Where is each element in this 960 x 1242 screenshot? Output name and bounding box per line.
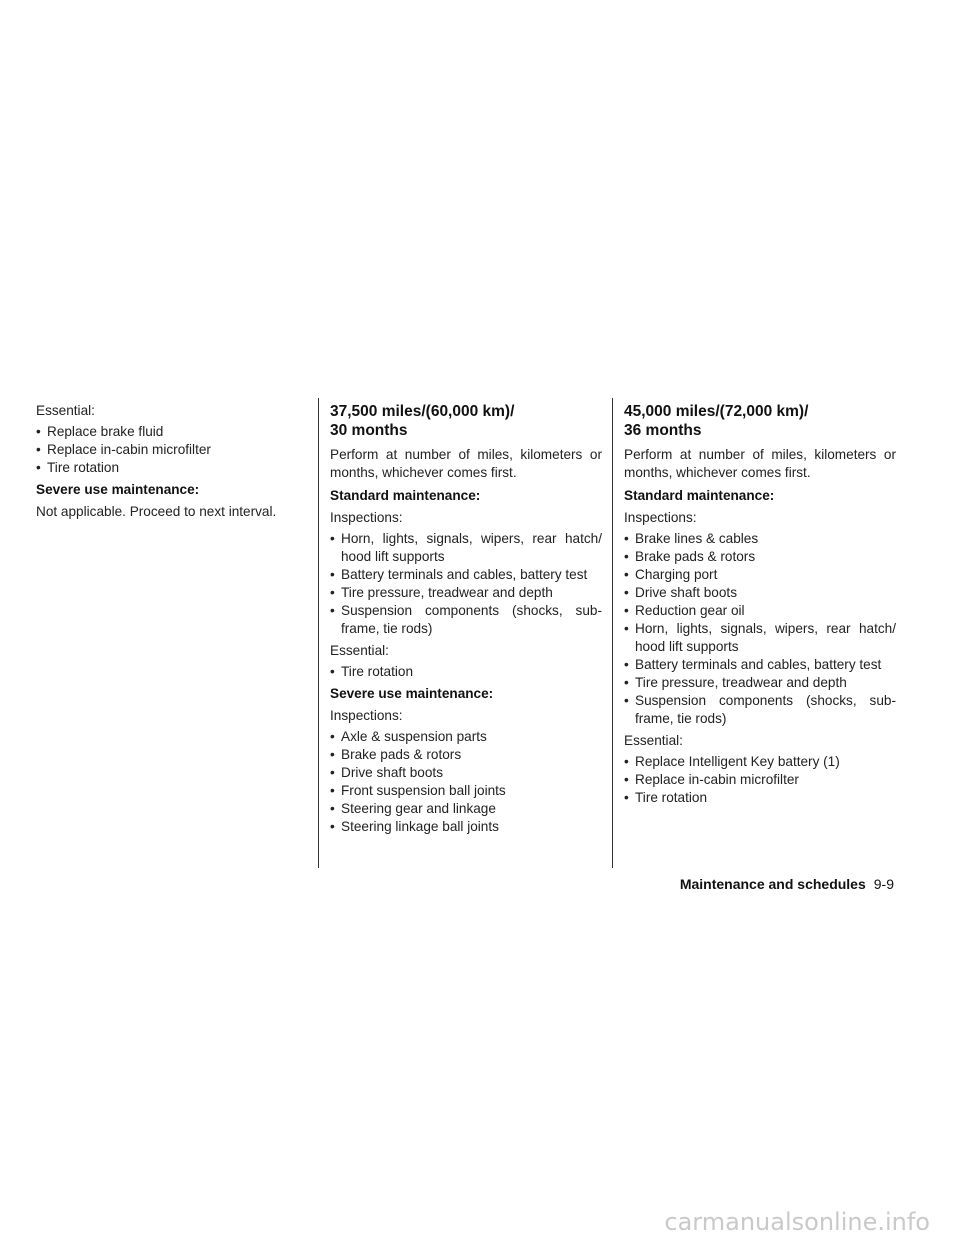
list-item: • Horn, lights, signals, wipers, rear hatch/ hood lift supports (330, 530, 602, 566)
list-item: • Tire rotation (624, 789, 896, 807)
watermark: carmanualsonline.info (664, 1208, 930, 1236)
heading-line: 36 months (624, 422, 702, 439)
page-number: 9-9 (873, 876, 894, 892)
essential-label: Essential: (624, 733, 683, 748)
essential-list (624, 753, 896, 807)
inspections-label: Inspections: (624, 510, 697, 525)
list-item: • Steering linkage ball joints (330, 818, 602, 836)
column-2 (330, 402, 602, 840)
list-item: • Drive shaft boots (330, 764, 602, 782)
list-item: • Replace in-cabin microfilter (624, 771, 896, 789)
list-item: • Brake lines & cables (624, 530, 896, 548)
standard-maintenance-heading: Standard maintenance: (624, 488, 775, 503)
severe-use-heading: Severe use maintenance: (330, 686, 494, 701)
column-divider (318, 398, 319, 868)
list-item: • Brake pads & rotors (624, 548, 896, 566)
column-1 (36, 402, 298, 526)
heading-line: 37,500 miles/(60,000 km)/ (330, 403, 515, 420)
essential-label: Essential: (36, 403, 95, 418)
list-item: • Drive shaft boots (624, 584, 896, 602)
essential-list (36, 423, 298, 477)
page-footer (680, 876, 894, 892)
intro-text: Perform at number of miles, kilometers or months, whichever comes first. (624, 447, 896, 480)
list-item: • Tire pressure, treadwear and depth (624, 674, 896, 692)
list-item: • Charging port (624, 566, 896, 584)
list-item: • Axle & suspension parts (330, 728, 602, 746)
list-item: • Suspension components (shocks, sub- frame, tie rods) (624, 692, 896, 728)
list-item: • Battery terminals and cables, battery test (624, 656, 896, 674)
inspections-label: Inspections: (330, 708, 403, 723)
severe-use-heading: Severe use maintenance: (36, 482, 200, 497)
inspections-list (330, 530, 602, 638)
column-3 (624, 402, 896, 811)
severe-inspections-list (330, 728, 602, 836)
list-item: • Front suspension ball joints (330, 782, 602, 800)
severe-use-text: Not applicable. Proceed to next interval. (36, 504, 277, 519)
column-divider (612, 398, 613, 868)
list-item: • Replace Intelligent Key battery (1) (624, 753, 896, 771)
list-item: • Tire pressure, treadwear and depth (330, 584, 602, 602)
list-item: • Replace brake fluid (36, 423, 298, 441)
list-item: • Reduction gear oil (624, 602, 896, 620)
list-item: • Tire rotation (36, 459, 298, 477)
essential-list (330, 663, 602, 681)
standard-maintenance-heading: Standard maintenance: (330, 488, 481, 503)
list-item: • Replace in-cabin microfilter (36, 441, 298, 459)
section-title: Maintenance and schedules (679, 876, 866, 892)
intro-text: Perform at number of miles, kilometers or months, whichever comes first. (330, 447, 602, 480)
interval-heading (330, 402, 602, 440)
interval-heading (624, 402, 896, 440)
heading-line: 30 months (330, 422, 408, 439)
heading-line: 45,000 miles/(72,000 km)/ (624, 403, 809, 420)
list-item: • Brake pads & rotors (330, 746, 602, 764)
list-item: • Steering gear and linkage (330, 800, 602, 818)
inspections-label: Inspections: (330, 510, 403, 525)
list-item: • Tire rotation (330, 663, 602, 681)
inspections-list (624, 530, 896, 728)
list-item: • Horn, lights, signals, wipers, rear hatch/ hood lift supports (624, 620, 896, 656)
list-item: • Battery terminals and cables, battery test (330, 566, 602, 584)
list-item: • Suspension components (shocks, sub- frame, tie rods) (330, 602, 602, 638)
essential-label: Essential: (330, 643, 389, 658)
